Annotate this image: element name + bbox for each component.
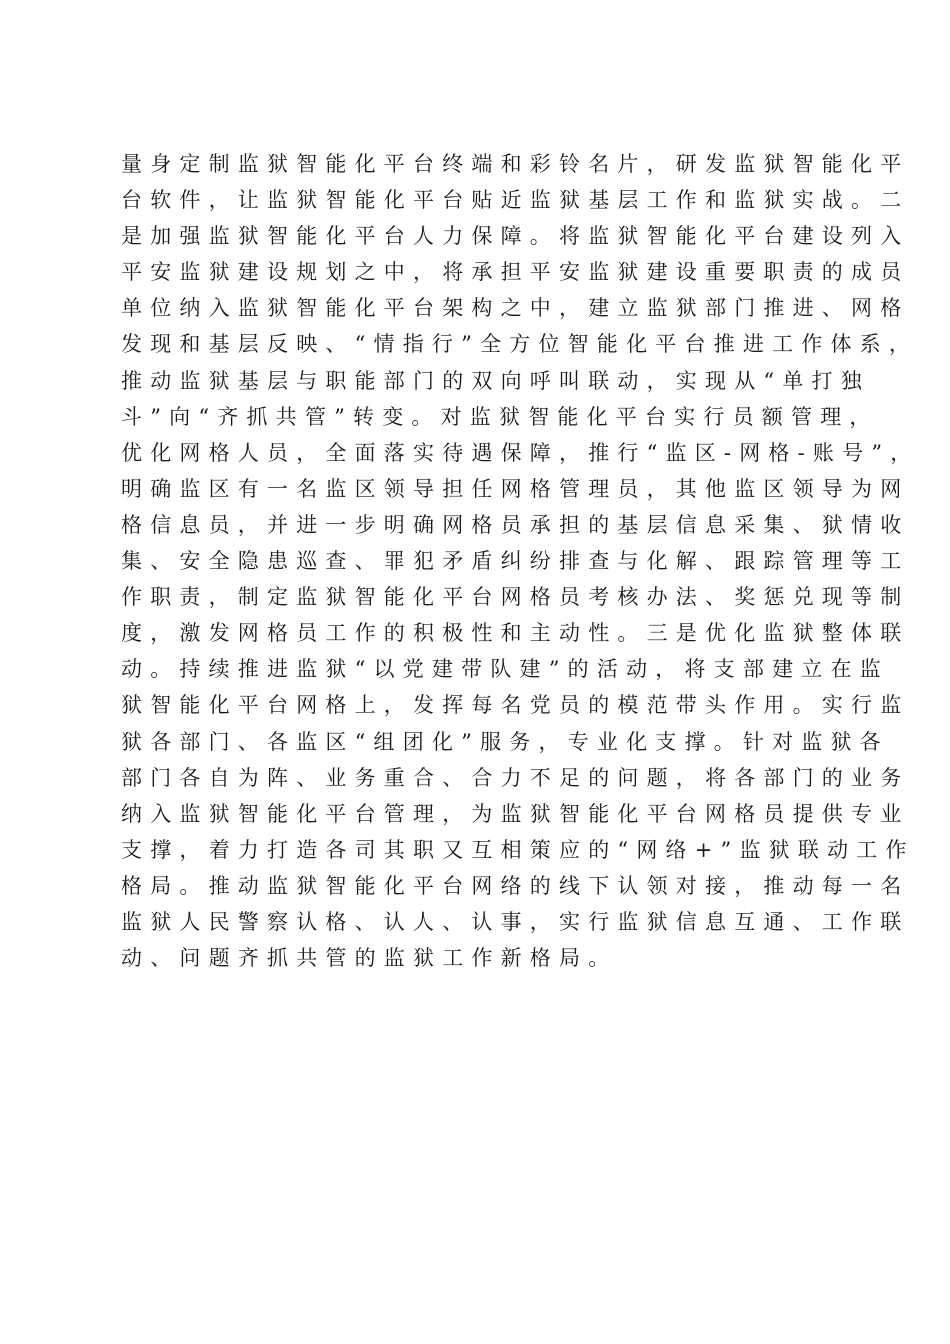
text-line-13: 作职责，制定监狱智能化平台网格员考核办法、奖惩兑现等制 (121, 585, 910, 610)
text-line-19: 纳入监狱智能化平台管理，为监狱智能化平台网格员提供专业 (121, 801, 910, 826)
text-line-4: 平安监狱建设规划之中，将承担平安监狱建设重要职责的成员 (121, 260, 910, 285)
text-line-14: 度，激发网格员工作的积极性和主动性。三是优化监狱整体联 (121, 621, 910, 646)
text-line-2: 台软件，让监狱智能化平台贴近监狱基层工作和监狱实战。二 (121, 188, 910, 213)
text-line-8: 斗”向“齐抓共管”转变。对监狱智能化平台实行员额管理， (121, 404, 879, 429)
text-line-18: 部门各自为阵、业务重合、合力不足的问题，将各部门的业务 (121, 765, 910, 790)
text-line-1: 量身定制监狱智能化平台终端和彩铃名片，研发监狱智能化平 (121, 152, 910, 176)
text-line-9: 优化网格人员，全面落实待遇保障，推行“监区-网格-账号”， (121, 440, 920, 465)
text-line-7: 推动监狱基层与职能部门的双向呼叫联动，实现从“单打独 (121, 368, 870, 393)
text-line-12: 集、安全隐患巡查、罪犯矛盾纠纷排查与化解、跟踪管理等工 (121, 549, 910, 574)
text-line-15: 动。持续推进监狱“以党建带队建”的活动，将支部建立在监 (121, 657, 889, 682)
body-paragraph (121, 146, 920, 976)
text-line-6: 发现和基层反映、“情指行”全方位智能化平台推进工作体系， (121, 332, 919, 357)
text-line-5: 单位纳入监狱智能化平台架构之中，建立监狱部门推进、网格 (121, 296, 910, 321)
text-line-22: 监狱人民警察认格、认人、认事，实行监狱信息互通、工作联 (121, 909, 910, 934)
text-line-23: 动、问题齐抓共管的监狱工作新格局。 (121, 946, 618, 971)
text-line-17: 狱各部门、各监区“组团化”服务，专业化支撑。针对监狱各 (121, 729, 889, 754)
text-line-10: 明确监区有一名监区领导担任网格管理员，其他监区领导为网 (121, 476, 910, 501)
text-line-21: 格局。推动监狱智能化平台网络的线下认领对接，推动每一名 (121, 873, 910, 898)
text-line-11: 格信息员，并进一步明确网格员承担的基层信息采集、狱情收 (121, 512, 910, 537)
text-line-16: 狱智能化平台网格上，发挥每名党员的模范带头作用。实行监 (121, 693, 910, 718)
text-line-20: 支撑，着力打造各司其职又互相策应的“网络+”监狱联动工作 (121, 837, 915, 862)
text-line-3: 是加强监狱智能化平台人力保障。将监狱智能化平台建设列入 (121, 224, 910, 249)
